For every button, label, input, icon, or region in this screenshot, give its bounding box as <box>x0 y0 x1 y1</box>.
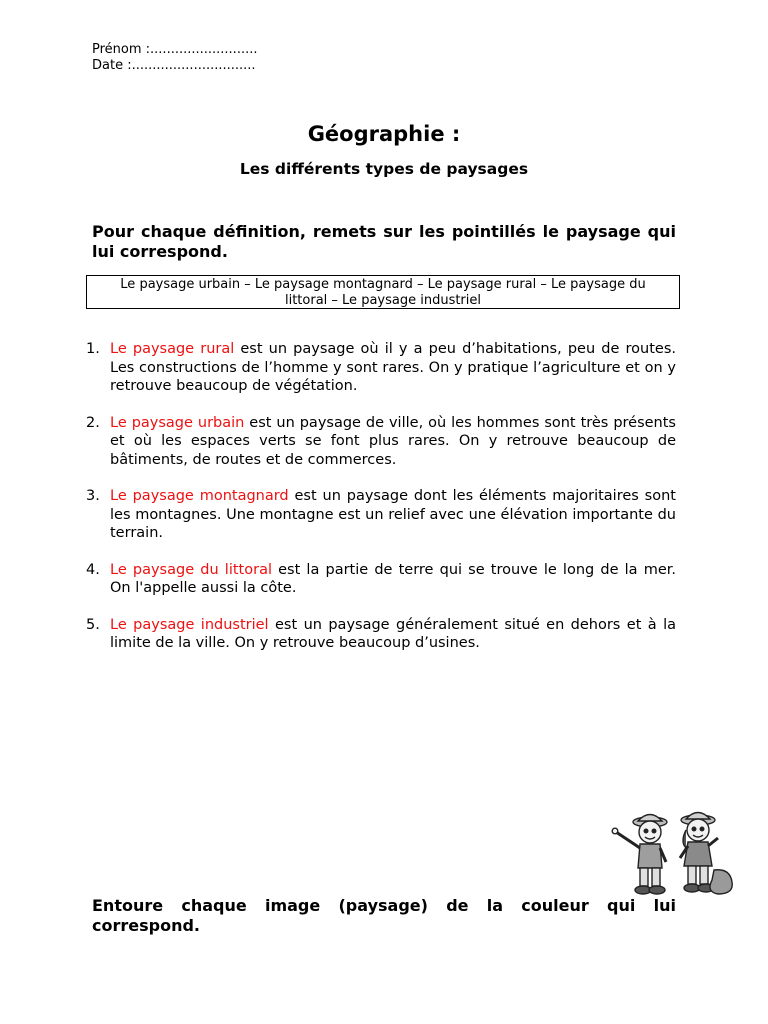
definition-body: est un paysage où il y a peu d’habitations, peu de routes. Les constructions de l’homme y sont rares. On y pratique l’agriculture et on y retrouve beaucoup de végétation. <box>110 341 676 394</box>
item-number: 2. <box>86 414 100 431</box>
item-number: 1. <box>86 341 100 357</box>
list-item <box>86 340 676 396</box>
definition-body: est un paysage généralement situé en dehors et à la limite de la ville. On y retrouve beaucoup d’usines. <box>110 616 676 651</box>
prenom-field: Prénom :.......................... <box>92 42 258 57</box>
list-item <box>86 616 676 653</box>
definition-body: est la partie de terre qui se trouve le long de la mer. On l'appelle aussi la côte. <box>110 561 676 596</box>
definition-text <box>110 487 676 543</box>
item-number: 4. <box>86 561 100 578</box>
landscape-term: Le paysage industriel <box>110 616 269 633</box>
page-subtitle: Les différents types de paysages <box>239 160 529 178</box>
item-number: 5. <box>86 616 100 633</box>
explorer-kids-icon <box>606 808 736 898</box>
definition-text <box>110 340 676 396</box>
page-title: Géographie : <box>307 122 461 146</box>
definition-text <box>110 616 676 653</box>
word-bank-box <box>86 275 680 309</box>
list-item <box>86 487 676 543</box>
definition-body: est un paysage dont les éléments majoritaires sont les montagnes. Une montagne est un relief avec une élévation importante du terrain. <box>110 488 676 541</box>
definition-text <box>110 561 676 598</box>
instruction-text: Pour chaque définition, remets sur les pointillés le paysage qui lui correspond. <box>92 222 676 261</box>
date-field: Date :.............................. <box>92 58 256 73</box>
list-item <box>86 414 676 470</box>
definition-list <box>86 340 676 671</box>
landscape-term: Le paysage du littoral <box>110 561 272 578</box>
word-bank-line-1: Le paysage urbain – Le paysage montagnard – Le paysage rural – Le paysage du <box>120 277 646 292</box>
student-header <box>92 42 257 74</box>
definition-body: est un paysage de ville, où les hommes sont très présents et où les espaces verts se font plus rares. On y retrouve beaucoup de bâtiments, de routes et de commerces. <box>110 414 676 468</box>
list-item <box>86 561 676 598</box>
definition-text <box>110 414 676 470</box>
instruction-text-2: Entoure chaque image (paysage) de la couleur qui lui correspond. <box>92 896 676 935</box>
word-bank-line-2: littoral – Le paysage industriel <box>284 293 481 308</box>
item-number: 3. <box>86 488 100 504</box>
landscape-term: Le paysage montagnard <box>110 488 289 504</box>
landscape-term: Le paysage rural <box>110 341 235 357</box>
landscape-term: Le paysage urbain <box>110 414 245 431</box>
